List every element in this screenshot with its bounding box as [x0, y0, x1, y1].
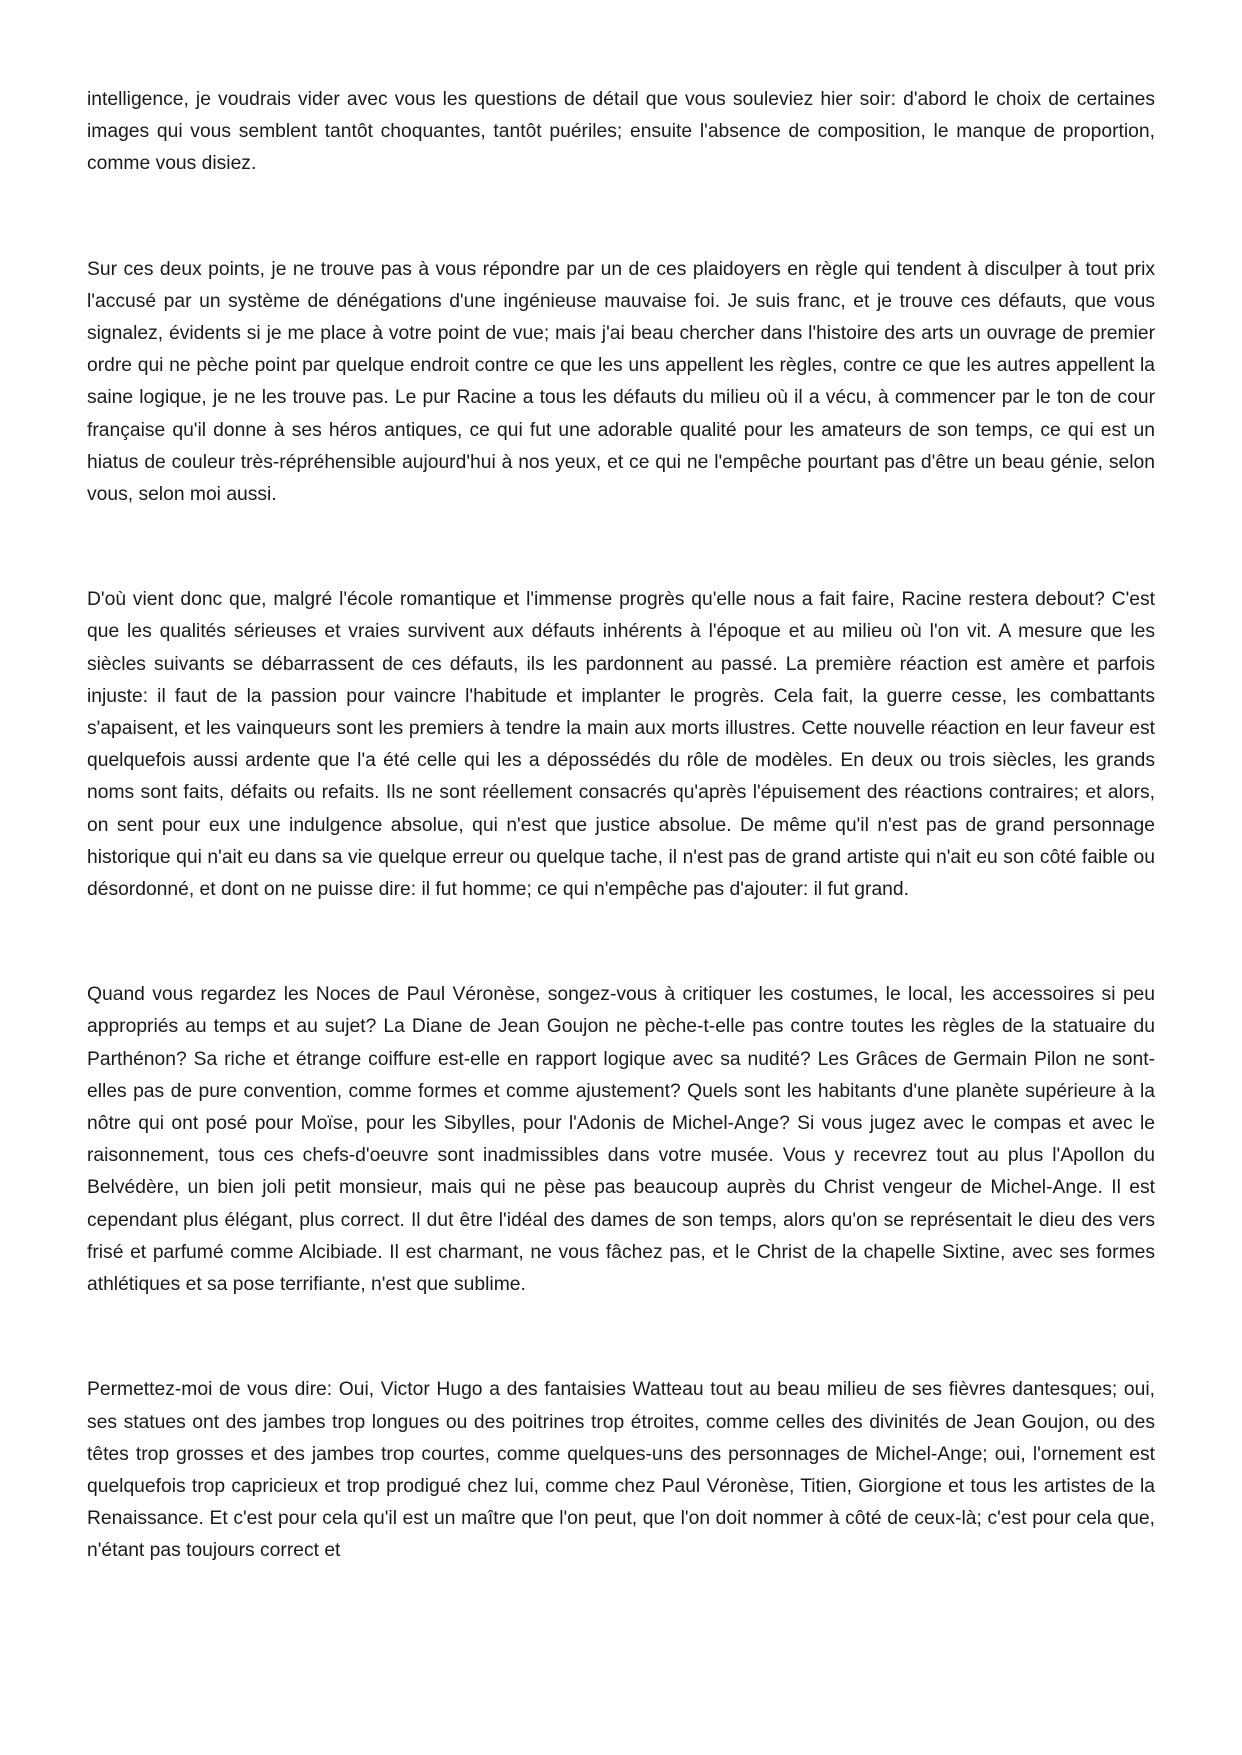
paragraph-1: intelligence, je voudrais vider avec vous les questions de détail que vous souleviez hier soir: d'abord le choix de certaines images qui vous semblent tantôt choquantes, tantôt puériles; ensuite l'absence de composition, le manque de proportion, comme vous disiez. [87, 89, 1155, 175]
paragraph-4: Quand vous regardez les Noces de Paul Véronèse, songez-vous à critiquer les costumes, le local, les accessoires si peu appropriés au temps et au sujet? La Diane de Jean Goujon ne pèche-t-elle pas contre toutes les règles de la statuaire du Parthénon? Sa riche et étrange coiffure est-elle en rapport logique avec sa nudité? Les Grâces de Germain Pilon ne sont-elles pas de pure convention, comme formes et comme ajustement? Quels sont les habitants d'une planète supérieure à la nôtre qui ont posé pour Moïse, pour les Sibylles, pour l'Adonis de Michel-Ange? Si vous jugez avec le compas et avec le raisonnement, tous ces chefs-d'oeuvre sont inadmissibles dans votre musée. Vous y recevrez tout au plus l'Apollon du Belvédère, un bien joli petit monsieur, mais qui ne pèse pas beaucoup auprès du Christ vengeur de Michel-Ange. Il est cependant plus élégant, plus correct. Il dut être l'idéal des dames de son temps, alors qu'on se représentait le dieu des vers frisé et parfumé comme Alcibiade. Il est charmant, ne vous fâchez pas, et le Christ de la chapelle Sixtine, avec ses formes athlétiques et sa pose terrifiante, n'est que sublime. [87, 984, 1155, 1296]
paragraph-spacer [87, 1301, 1155, 1374]
paragraph-5: Permettez-moi de vous dire: Oui, Victor Hugo a des fantaisies Watteau tout au beau milieu de ses fièvres dantesques; oui, ses statues ont des jambes trop longues ou des poitrines trop étroites, comme celles des divinités de Jean Goujon, ou des têtes trop grosses et des jambes trop courtes, comme quelques-uns des personnages de Michel-Ange; oui, l'ornement est quelquefois trop capricieux et trop prodigué chez lui, comme chez Paul Véronèse, Titien, Giorgione et tous les artistes de la Renaissance. Et c'est pour cela qu'il est un maître que l'on peut, que l'on doit nommer à côté de ceux-là; c'est pour cela que, n'étant pas toujours correct et [87, 1379, 1155, 1562]
paragraph-spacer [87, 181, 1155, 254]
paragraph-spacer [87, 511, 1155, 584]
paragraph-spacer [87, 906, 1155, 979]
paragraph-2: Sur ces deux points, je ne trouve pas à vous répondre par un de ces plaidoyers en règle qui tendent à disculper à tout prix l'accusé par un système de dénégations d'une ingénieuse mauvaise foi. Je suis franc, et je trouve ces défauts, que vous signalez, évidents si je me place à votre point de vue; mais j'ai beau chercher dans l'histoire des arts un ouvrage de premier ordre qui ne pèche point par quelque endroit contre ce que les uns appellent les règles, contre ce que les autres appellent la saine logique, je ne les trouve pas. Le pur Racine a tous les défauts du milieu où il a vécu, à commencer par le ton de cour française qu'il donne à ses héros antiques, ce qui fut une adorable qualité pour les amateurs de son temps, ce qui est un hiatus de couleur très-répréhensible aujourd'hui à nos yeux, et ce qui ne l'empêche pourtant pas d'être un beau génie, selon vous, selon moi aussi. [87, 258, 1155, 506]
document-page [87, 84, 1155, 1568]
paragraph-3: D'où vient donc que, malgré l'école romantique et l'immense progrès qu'elle nous a fait faire, Racine restera debout? C'est que les qualités sérieuses et vraies survivent aux défauts inhérents à l'époque et au milieu où l'on vit. A mesure que les siècles suivants se débarrassent de ces défauts, ils les pardonnent au passé. La première réaction est amère et parfois injuste: il faut de la passion pour vaincre l'habitude et implanter le progrès. Cela fait, la guerre cesse, les combattants s'apaisent, et les vainqueurs sont les premiers à tendre la main aux morts illustres. Cette nouvelle réaction en leur faveur est quelquefois aussi ardente que l'a été celle qui les a dépossédés du rôle de modèles. En deux ou trois siècles, les grands noms sont faits, défaits ou refaits. Ils ne sont réellement consacrés qu'après l'épuisement des réactions contraires; et alors, on sent pour eux une indulgence absolue, qui n'est que justice absolue. De même qu'il n'est pas de grand personnage historique qui n'ait eu dans sa vie quelque erreur ou quelque tache, il n'est pas de grand artiste qui n'ait eu son côté faible ou désordonné, et dont on ne puisse dire: il fut homme; ce qui n'empêche pas d'ajouter: il fut grand. [87, 589, 1155, 901]
